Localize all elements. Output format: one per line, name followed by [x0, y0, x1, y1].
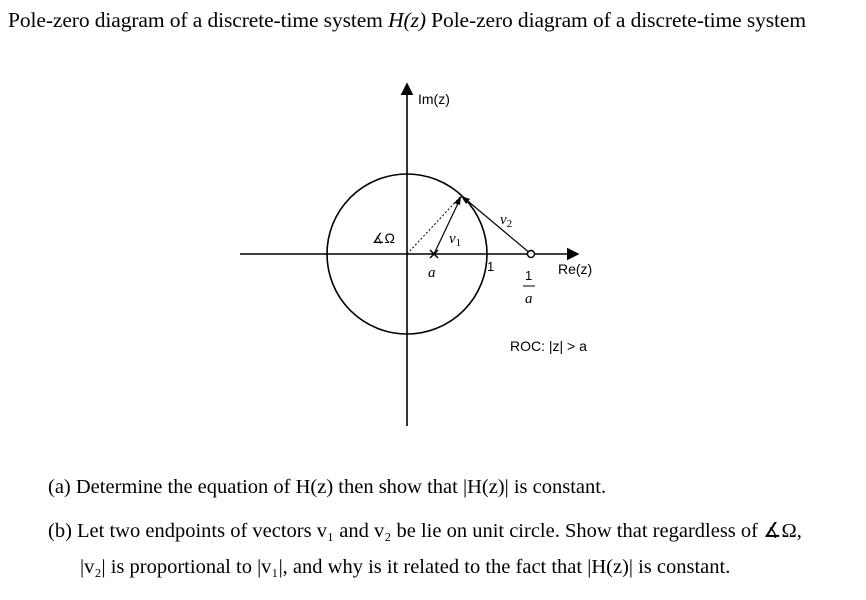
- v1-arrowhead: [454, 196, 461, 205]
- zero-label: [523, 268, 535, 307]
- v2-vector: [463, 197, 531, 254]
- zero-marker: [528, 251, 535, 258]
- v1-label: $v_1$: [449, 231, 462, 249]
- roc-label: ROC: |z| > a: [510, 338, 587, 354]
- title-prefix: Pole-zero diagram of a discrete-time system: [8, 8, 389, 32]
- im-axis-label: Im(z): [418, 91, 450, 107]
- zero-label-numerator: 1: [525, 268, 533, 283]
- pole-label: a: [428, 265, 436, 281]
- re-axis-label: Re(z): [558, 261, 593, 277]
- question-b-line1: (b) Let two endpoints of vectors v₁ and v₂ be lie on unit circle. Show that regardless of ∡Ω,: [48, 520, 802, 542]
- question-a: (a) Determine the equation of H(z) then show that |H(z)| is constant.: [48, 476, 607, 498]
- title-symbol: H(z): [388, 8, 426, 32]
- zero-label-denominator: a: [525, 291, 533, 307]
- unit-label: 1: [487, 259, 495, 274]
- v2-label: $v_2$: [500, 212, 513, 230]
- angle-label: ∡Ω: [372, 230, 396, 246]
- question-b-line2: |v₂| is proportional to |v₁|, and why is it related to the fact that |H(z)| is constant.: [80, 556, 731, 578]
- title-suffix: Pole-zero diagram of a discrete-time system: [425, 8, 806, 32]
